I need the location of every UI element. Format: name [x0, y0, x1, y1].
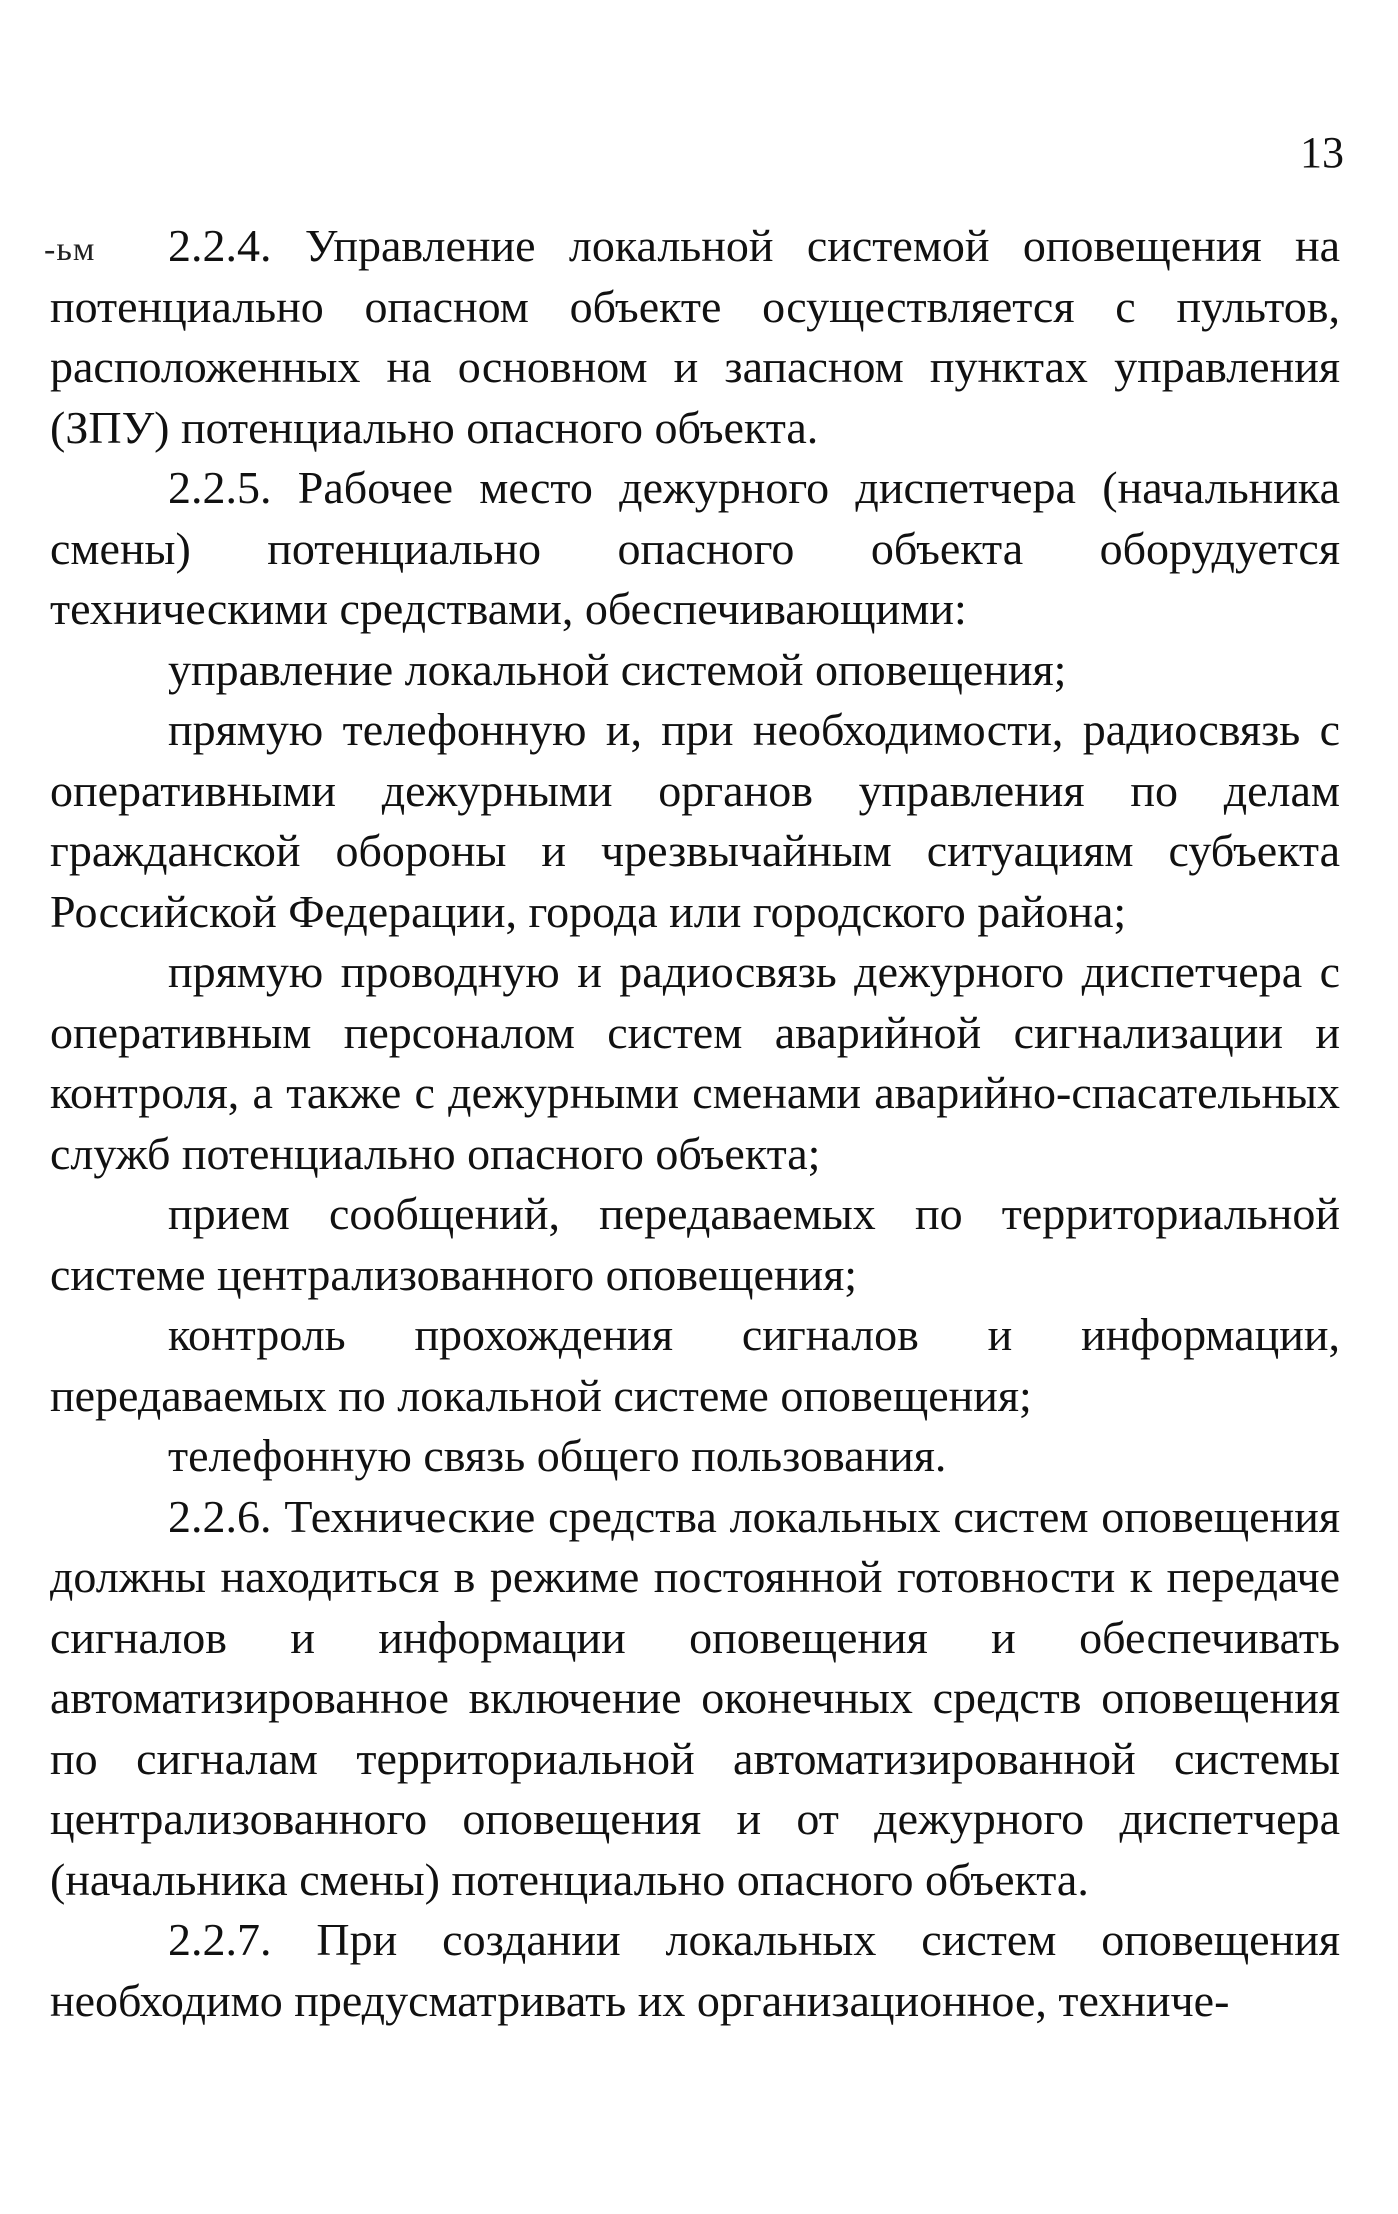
list-item-signal-control: контроль прохождения сигналов и информации, передаваемых по локальной системе оповещения; — [50, 1309, 1340, 1421]
paragraph-2-2-7: 2.2.7. При создании локальных систем оповещения необходимо предусматривать их организационное, техниче- — [50, 1914, 1340, 2026]
paragraph-2-2-5: 2.2.5. Рабочее место дежурного диспетчера (начальника смены) потенциально опасного объекта оборудуется техническими средствами, обеспечивающими: — [50, 462, 1340, 634]
list-item-public-telephone: телефонную связь общего пользования. — [168, 1430, 947, 1481]
margin-handwritten-mark: -ьм — [44, 231, 96, 268]
list-item-direct-telephone: прямую телефонную и, при необходимости, радиосвязь с оперативными дежурными органов управления по делам гражданской обороны и чрезвычайным ситуациям субъекта Российской Федерации, города или городского района; — [50, 704, 1340, 937]
list-item-local-alert-control: управление локальной системой оповещения; — [168, 643, 1067, 695]
paragraph-2-2-4: 2.2.4. Управление локальной системой оповещения на потенциально опасном объекте осуществляется с пультов, расположенных на основном и запасном пунктах управления (ЗПУ) потенциально опасного объекта. — [50, 220, 1340, 453]
body-text — [50, 216, 1340, 2031]
list-item-message-reception: прием сообщений, передаваемых по территориальной системе централизованного оповещения; — [50, 1188, 1340, 1300]
paragraph-2-2-6: 2.2.6. Технические средства локальных систем оповещения должны находиться в режиме постоянной готовности к передаче сигналов и информации оповещения и обеспечивать автоматизированное включение оконечных средств оповещения по сигналам территориальной автоматизированной системы централизованного оповещения и от дежурного диспетчера (начальника смены) потенциально опасного объекта. — [50, 1490, 1340, 1905]
page-number: 13 — [1300, 128, 1344, 177]
list-item-direct-wired-radio: прямую проводную и радиосвязь дежурного диспетчера с оперативным персоналом систем аварийной сигнализации и контроля, а также с дежурными сменами аварийно-спасательных служб потенциально опасного объекта; — [50, 946, 1340, 1179]
